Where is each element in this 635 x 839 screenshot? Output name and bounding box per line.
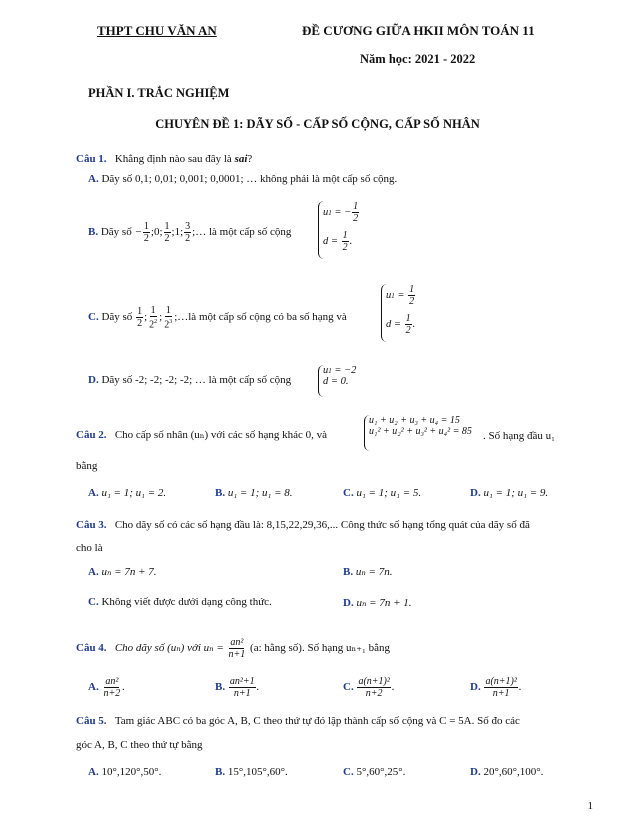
q1-a-text: Dãy số 0,1; 0,01; 0,001; 0,0001; … không phải là một cấp số cộng. bbox=[101, 173, 398, 185]
q5-option-a: A. 10°,120°,50°. bbox=[88, 766, 162, 778]
q3-option-d: D. uₙ = 7n + 1. bbox=[343, 597, 412, 609]
q4-stem-a: Cho dãy số (uₙ) với uₙ = bbox=[114, 642, 224, 655]
topic-heading: CHUYÊN ĐỀ 1: DÃY SỐ - CẤP SỐ CỘNG, CẤP SỐ NHÂN bbox=[155, 117, 480, 131]
school-year: Năm học: 2021 - 2022 bbox=[360, 52, 476, 66]
q2-stem-text: Cho cấp số nhân (uₙ) với các số hạng khác 0, và bbox=[114, 429, 327, 441]
q5-stem bbox=[76, 715, 520, 727]
q4-stem-b: (a: hằng số). Số hạng uₙ₊₁ bằng bbox=[250, 642, 391, 655]
q5-option-c: C. 5°,60°,25°. bbox=[343, 766, 406, 778]
q5-label: Câu 5. bbox=[76, 715, 107, 727]
doc-title: ĐỀ CƯƠNG GIỮA HKII MÔN TOÁN 11 bbox=[302, 23, 535, 38]
q5-stem-text: Tam giác ABC có ba góc A, B, C theo thứ tự đó lập thành cấp số cộng và C = 5A. Số đo các bbox=[114, 715, 520, 727]
q2-stem-end: . Số hạng đầu u₁ bbox=[483, 430, 555, 442]
q1-stem-emph: sai bbox=[234, 153, 248, 165]
q3-stem-cont: cho là bbox=[76, 542, 103, 554]
q2-stem bbox=[76, 428, 327, 441]
q1-b-system: u 1 = − $\frac{1}{2}$ d = $\frac{1}{2}$ . bbox=[318, 201, 360, 259]
q1-c-system: u 1 = $\frac{1}{2}$ d = $\frac{1}{2}$ . bbox=[381, 284, 416, 342]
q2-option-a: A. u₁ = 1; u₁ = 2. bbox=[88, 487, 167, 499]
q2-system: u₁ + u₂ + u₃ + u₄ = 15 u₁² + u₂² + u₃² + u₄² = 85 bbox=[364, 415, 472, 451]
q4-option-c: C. $\frac{\text{a(n+1)²}}{n+2}$ . bbox=[343, 676, 395, 699]
q3-stem-text: Cho dãy số có các số hạng đầu là: 8,15,22,29,36,... Công thức số hạng tổng quát của dãy số đã bbox=[114, 519, 530, 531]
q4-option-d: D. $\frac{\text{a(n+1)²}}{n+1}$ . bbox=[470, 676, 522, 699]
q1-d-text: Dãy số -2; -2; -2; -2; … là một cấp số cộng bbox=[101, 374, 292, 386]
q2-option-b: B. u₁ = 1; u₁ = 8. bbox=[215, 487, 293, 499]
q1-c-pre: Dãy số bbox=[101, 311, 133, 324]
q1-stem bbox=[76, 153, 252, 165]
q4-option-a: A. $\frac{\text{an²}}{n+2}$ . bbox=[88, 676, 125, 699]
q1-d-system: u 1 = −2 d = 0. bbox=[318, 365, 356, 397]
q1-option-a: A. Dãy số 0,1; 0,01; 0,001; 0,0001; … không phải là một cấp số cộng. bbox=[88, 173, 398, 185]
q5-option-b: B. 15°,105°,60°. bbox=[215, 766, 288, 778]
q1-option-c: C. Dãy số $\frac{1}{2}$ ; $\frac{1}{2^2}$ ; $\frac{1}{2^3}$ ;…là một cấp số cộng có ba số hạng và bbox=[88, 305, 347, 331]
part-heading: PHẦN I. TRẮC NGHIỆM bbox=[88, 86, 230, 100]
q4-label: Câu 4. bbox=[76, 642, 107, 655]
school-name: THPT CHU VĂN AN bbox=[97, 23, 217, 38]
q2-stem-cont: bằng bbox=[76, 460, 98, 472]
q1-c-post: …là một cấp số cộng có ba số hạng và bbox=[177, 311, 347, 324]
q1-b-pre: Dãy số bbox=[100, 226, 132, 239]
q5-option-d: D. 20°,60°,100°. bbox=[470, 766, 544, 778]
q1-stem-text: Khẳng định nào sau đây là bbox=[114, 153, 232, 165]
q2-label: Câu 2. bbox=[76, 429, 107, 441]
q4-option-b: B. $\frac{\text{an²+1}}{n+1}$ . bbox=[215, 676, 260, 699]
q1-b-post: … là một cấp số cộng bbox=[195, 226, 292, 239]
q3-option-b: B. uₙ = 7n. bbox=[343, 566, 393, 578]
q1-option-d: D. Dãy số -2; -2; -2; -2; … là một cấp số cộng bbox=[88, 374, 292, 386]
q1-label: Câu 1. bbox=[76, 153, 107, 165]
q2-option-c: C. u₁ = 1; u₁ = 5. bbox=[343, 487, 422, 499]
q4-stem: Câu 4. Cho dãy số (uₙ) với uₙ = $\frac{\text{an²}}{n+1}$ (a: hằng số). Số hạng uₙ₊₁ bằng bbox=[76, 637, 391, 660]
q1-stem-end: ? bbox=[247, 153, 253, 165]
q3-stem bbox=[76, 519, 530, 531]
q2-option-d: D. u₁ = 1; u₁ = 9. bbox=[470, 487, 549, 499]
q3-label: Câu 3. bbox=[76, 519, 107, 531]
q3-option-a: A. uₙ = 7n + 7. bbox=[88, 566, 157, 578]
page-number: 1 bbox=[587, 800, 593, 812]
q1-option-b: B. Dãy số − $\frac{1}{2}$ ;0; $\frac{1}{2}$ ;1; $\frac{3}{2}$ ;… là một cấp số cộng bbox=[88, 221, 292, 244]
q5-stem-cont: góc A, B, C theo thứ tự bằng bbox=[76, 739, 203, 751]
q3-option-c: C. Không viết được dưới dạng công thức. bbox=[88, 596, 272, 608]
